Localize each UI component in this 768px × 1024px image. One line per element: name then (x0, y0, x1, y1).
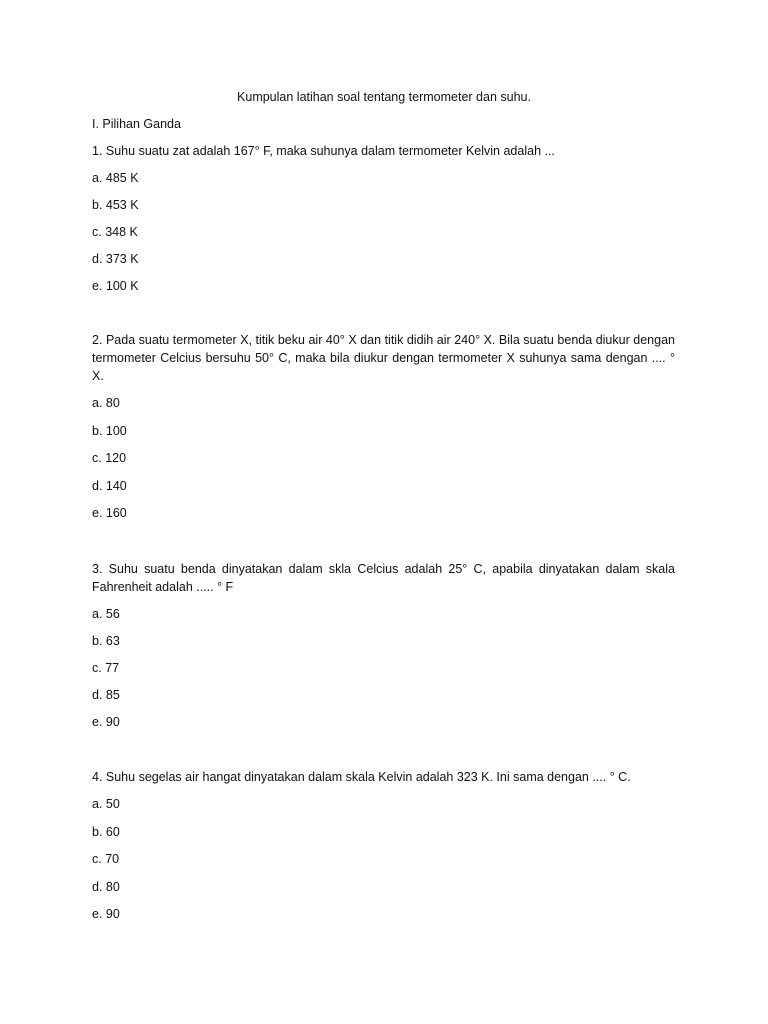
document-title: Kumpulan latihan soal tentang termometer dan suhu. (237, 90, 531, 104)
option-1a: a. 485 K (92, 171, 139, 185)
option-1c: c. 348 K (92, 225, 138, 239)
option-4d: d. 80 (92, 879, 120, 894)
option-3e: e. 90 (92, 715, 120, 729)
question-text-1: 1. Suhu suatu zat adalah 167° F, maka suhunya dalam termometer Kelvin adalah ... (92, 144, 555, 158)
question-block-4 (92, 768, 675, 933)
option-3c: c. 77 (92, 661, 120, 675)
option-4a: a. 50 (92, 797, 120, 811)
option-2b: b. 100 (92, 423, 127, 438)
options-list-1 (92, 169, 675, 295)
option-4b: b. 60 (92, 824, 120, 839)
question-text-3: 3. Suhu suatu benda dinyatakan dalam skla Celcius adalah 25° C, apabila dinyatakan dalam skala Fahrenheit adalah ..... ° F (92, 562, 675, 594)
question-block-2 (92, 331, 675, 532)
option-1b: b. 453 K (92, 198, 139, 212)
option-2c: c. 120 (92, 451, 127, 465)
option-2d: d. 140 (92, 478, 127, 493)
option-4e: e. 90 (92, 907, 120, 921)
option-2e: e. 160 (92, 506, 127, 520)
question-text-2: 2. Pada suatu termometer X, titik beku air 40° X dan titik didih air 240° X. Bila suatu benda diukur dengan termometer Celcius bersuhu 50° C, maka bila diukur dengan termometer X suhunya sama dengan .... ° X. (92, 333, 675, 383)
option-4c: c. 70 (92, 852, 120, 866)
option-3a: a. 56 (92, 607, 120, 621)
options-list-4 (92, 795, 675, 923)
question-text-4: 4. Suhu segelas air hangat dinyatakan dalam skala Kelvin adalah 323 K. Ini sama dengan .... ° C. (92, 770, 631, 784)
option-1d: d. 373 K (92, 252, 139, 266)
options-list-2 (92, 394, 675, 522)
options-list-3 (92, 605, 675, 731)
option-1e: e. 100 K (92, 279, 139, 293)
question-block-3 (92, 560, 675, 740)
option-3b: b. 63 (92, 634, 120, 648)
question-block-1 (92, 142, 675, 304)
section-heading: I. Pilihan Ganda (92, 117, 181, 131)
option-3d: d. 85 (92, 688, 120, 702)
option-2a: a. 80 (92, 396, 120, 410)
